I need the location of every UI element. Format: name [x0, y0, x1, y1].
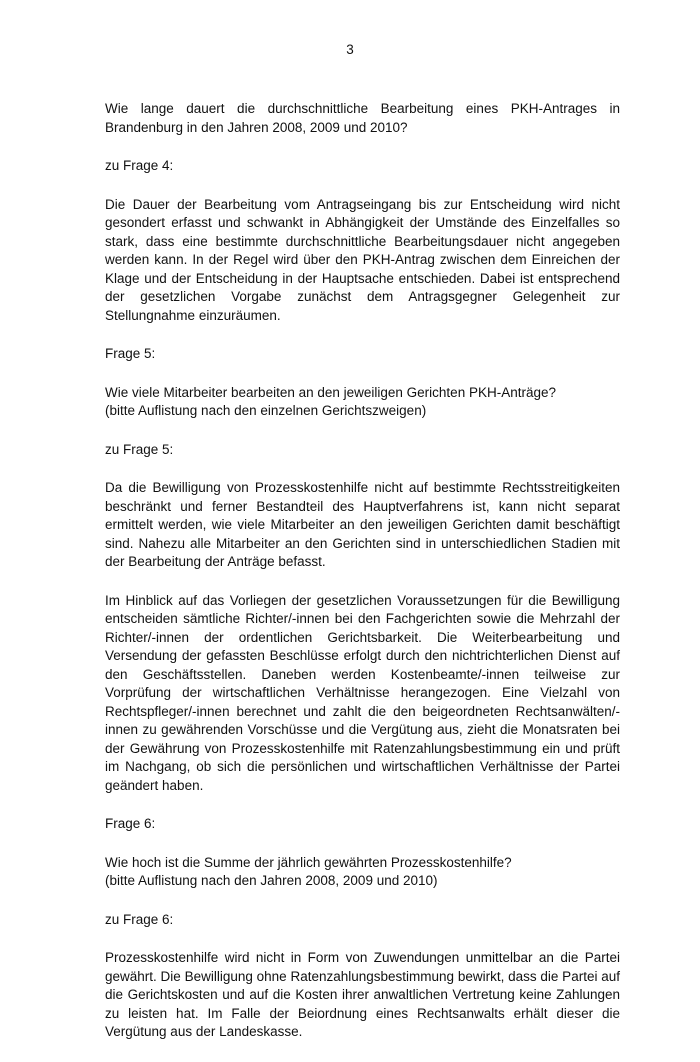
answer-6-text: Prozesskostenhilfe wird nicht in Form von Zuwendungen unmittelbar an die Partei gewährt. Die Bewilligung ohne Ratenzahlungsbestimmung bewirkt, dass die Partei auf die Gerichtskosten und auf die Kosten ihrer anwaltlichen Vertretung keine Zahlungen zu leisten hat. Im Falle der Beiordnung eines Rechtsanwalts erhält dieser die Vergütung aus der Landeskasse. — [105, 950, 620, 1039]
answer-6-heading: zu Frage 6: — [105, 911, 174, 927]
question-5-text: Wie viele Mitarbeiter bearbeiten an den jeweiligen Gerichten PKH-Anträge? (bitte Auflistung nach den einzelnen Gerichtszweigen) — [105, 384, 556, 418]
answer-4-heading: zu Frage 4: — [105, 158, 174, 173]
question-5-heading: Frage 5: — [105, 346, 156, 361]
answer-4-text: Die Dauer der Bearbeitung vom Antragseingang bis zur Entscheidung wird nicht gesondert erfasst und schwankt in Abhängigkeit der Umstände des Einzelfalles so stark, dass eine bestimmte durchschnittliche Bearbeitungsdauer nicht angegeben werden kann. In der Regel wird über den PKH-Antrag zwischen dem Einreichen der Klage und der Entscheidung in der Hauptsache entschieden. Dabei ist entsprechend der gesetzlichen Vorgabe zunächst dem Antragsgegner Gelegenheit zur Stellungnahme einzuräumen. — [105, 196, 620, 323]
answer-5-text-2: Im Hinblick auf das Vorliegen der gesetzlichen Voraussetzungen für die Bewilligung entscheiden sämtliche Richter/-innen bei den Fachgerichten sowie die Mehrzahl der Richter/-innen der ordentlichen Gerichtsbarkeit. Die Weiterbearbeitung und Versendung der gefassten Beschlüsse erfolgt durch den nichtrichterlichen Dienst auf den Geschäftsstellen. Daneben werden Kostenbeamte/-innen teilweise zur Vorprüfung der wirtschaftlichen Verhältnisse herangezogen. Eine Vielzahl von Rechtspfleger/-innen berechnet und zahlt die den beigeordneten Rechtsanwälten/-innen zu gewährenden Vorschüsse und die Vergütung aus, zieht die Monatsraten bei der Gewährung von Prozesskostenhilfe mit Ratenzahlungsbestimmung ein und prüft im Nachgang, ob sich die persönlichen und wirtschaftlichen Verhältnisse der Partei geändert haben. — [105, 592, 620, 793]
page-number: 3 — [346, 42, 354, 57]
answer-5-heading: zu Frage 5: — [105, 441, 174, 457]
document-body — [105, 100, 620, 1062]
answer-5-text-1: Da die Bewilligung von Prozesskostenhilfe nicht auf bestimmte Rechtsstreitigkeiten beschränkt und ferner Bestandteil des Hauptverfahrens ist, kann nicht separat ermittelt werden, wie viele Mitarbeiter an den jeweiligen Gerichten damit beschäftigt sind. Nahezu alle Mitarbeiter an den Gerichten sind in unterschiedlichen Stadien mit der Bearbeitung der Anträge befasst. — [105, 480, 620, 569]
question-4-text: Wie lange dauert die durchschnittliche Bearbeitung eines PKH-Antrages in Brandenburg in den Jahren 2008, 2009 und 2010? — [105, 101, 620, 135]
question-6-text: Wie hoch ist die Summe der jährlich gewährten Prozesskostenhilfe? (bitte Auflistung nach den Jahren 2008, 2009 und 2010) — [105, 854, 512, 888]
question-6-heading: Frage 6: — [105, 816, 156, 831]
